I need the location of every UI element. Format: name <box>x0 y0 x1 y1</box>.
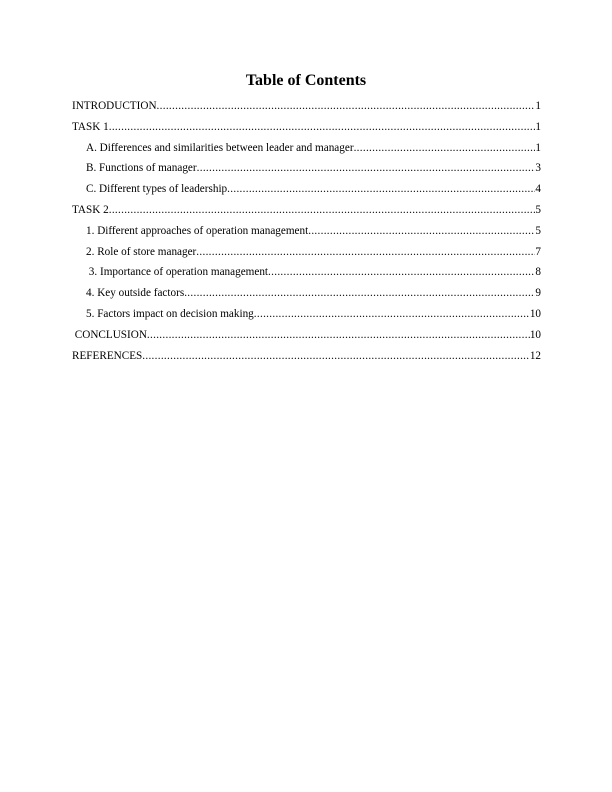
toc-entry-role-of-store-manager[interactable] <box>72 242 541 263</box>
toc-entry-leader-vs-manager[interactable] <box>72 138 541 159</box>
toc-entry-page: 10 <box>529 307 541 320</box>
toc-entry-page: 10 <box>529 328 541 341</box>
toc-title: Table of Contents <box>245 72 367 89</box>
toc-entry-functions-of-manager[interactable] <box>72 158 541 179</box>
toc-leader-dots <box>109 200 536 221</box>
toc-entry-page: 9 <box>535 287 541 300</box>
toc-entry-task-1[interactable] <box>72 117 541 138</box>
toc-entry-label: C. Different types of leadership <box>86 183 228 196</box>
toc-entry-references[interactable] <box>72 346 541 367</box>
toc-leader-dots <box>227 179 535 200</box>
toc-leader-dots <box>354 138 536 159</box>
toc-entry-page: 1 <box>535 120 541 133</box>
toc-entry-importance-operation-management[interactable] <box>72 262 541 283</box>
toc-entry-page: 5 <box>535 224 541 237</box>
toc-entry-factors-decision-making[interactable] <box>72 304 541 325</box>
toc-entry-page: 7 <box>535 245 541 258</box>
toc-entry-label: A. Differences and similarities between leader and manager <box>86 141 354 154</box>
toc-entry-label: INTRODUCTION <box>72 100 157 112</box>
toc-entry-page: 12 <box>529 349 541 362</box>
toc-entry-page: 1 <box>535 141 541 154</box>
toc-entry-label: 5. Factors impact on decision making <box>86 307 254 320</box>
toc-entry-label: TASK 1 <box>72 120 109 133</box>
toc-entry-label: REFERENCES <box>72 349 143 362</box>
toc-entry-page: 1 <box>535 100 541 112</box>
toc-leader-dots <box>268 262 535 283</box>
toc-entry-page: 8 <box>535 266 541 279</box>
toc-entry-page: 4 <box>535 183 541 196</box>
toc-leader-dots <box>184 283 535 304</box>
toc-entry-page: 3 <box>535 162 541 175</box>
toc-entry-label: 2. Role of store manager <box>86 245 197 258</box>
toc-leader-dots <box>109 117 536 138</box>
toc-list <box>72 96 541 366</box>
toc-entry-label: B. Functions of manager <box>86 162 197 175</box>
toc-entry-label: 1. Different approaches of operation management <box>86 224 309 237</box>
toc-entry-introduction[interactable] <box>72 96 541 117</box>
toc-leader-dots <box>157 96 536 117</box>
toc-leader-dots <box>142 346 530 367</box>
toc-entry-conclusion[interactable] <box>72 325 541 346</box>
toc-entry-key-outside-factors[interactable] <box>72 283 541 304</box>
toc-entry-label: 4. Key outside factors <box>86 287 185 300</box>
toc-entry-label: 3. Importance of operation management <box>86 266 269 279</box>
toc-entry-page: 5 <box>535 203 541 216</box>
toc-entry-types-of-leadership[interactable] <box>72 179 541 200</box>
toc-entry-approaches-operation-management[interactable] <box>72 221 541 242</box>
toc-leader-dots <box>254 304 530 325</box>
toc-entry-label: TASK 2 <box>72 203 109 216</box>
toc-entry-task-2[interactable] <box>72 200 541 221</box>
toc-leader-dots <box>197 158 536 179</box>
toc-entry-label: CONCLUSION <box>72 328 147 341</box>
toc-leader-dots <box>196 242 535 263</box>
toc-leader-dots <box>147 325 530 346</box>
toc-leader-dots <box>308 221 535 242</box>
